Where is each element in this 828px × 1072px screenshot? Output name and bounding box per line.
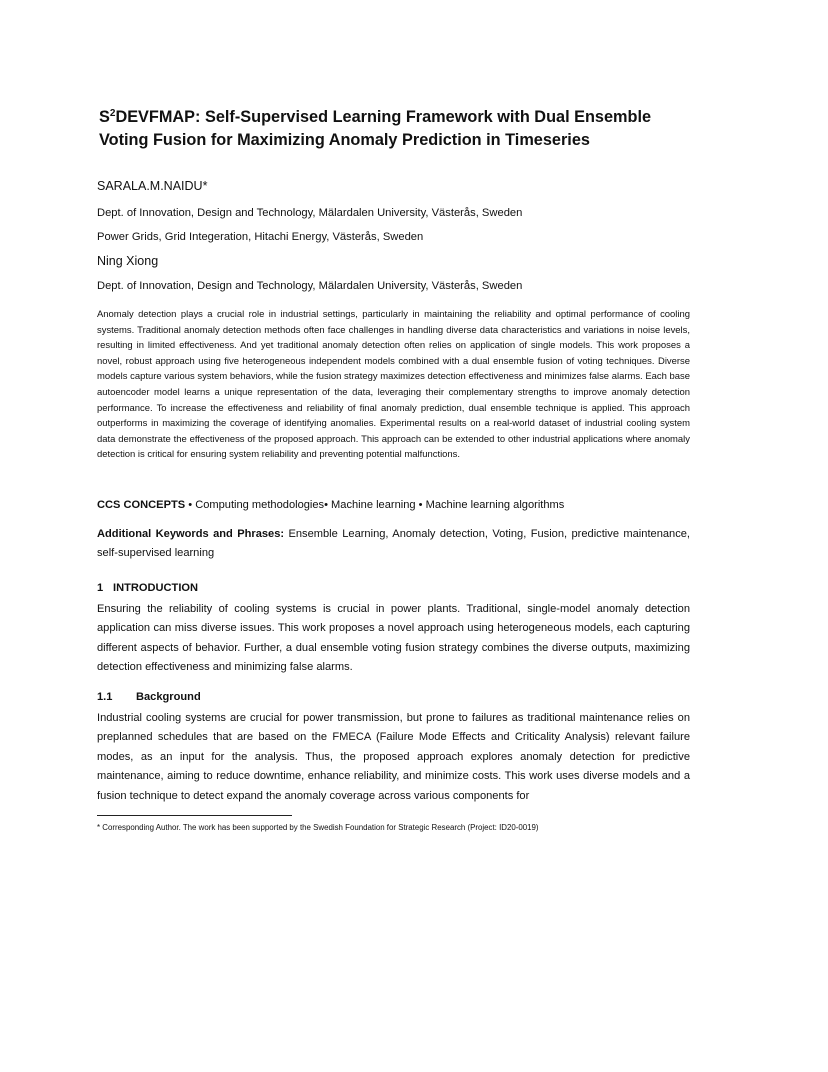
paper-title	[99, 106, 699, 152]
author-name: SARALA.M.NAIDU*	[97, 179, 208, 193]
keywords-text: Ensemble Learning, Anomaly detection, Voting, Fusion, predictive maintenance, self-supervised learning	[97, 528, 690, 559]
ccs-label: CCS CONCEPTS	[97, 499, 186, 511]
author-affiliation: Dept. of Innovation, Design and Technology, Mälardalen University, Västerås, Sweden	[97, 280, 523, 292]
keywords-label: Additional Keywords and Phrases:	[97, 528, 285, 540]
title-prefix: S	[99, 108, 110, 126]
author-affiliation: Power Grids, Grid Integeration, Hitachi Energy, Västerås, Sweden	[97, 231, 424, 243]
title-line-1-text: DEVFMAP: Self-Supervised Learning Framework with Dual Ensemble	[115, 108, 652, 126]
keywords	[97, 525, 690, 563]
footnote-divider	[97, 815, 292, 816]
abstract: Anomaly detection plays a crucial role in industrial settings, particularly in maintaining the reliability and optimal performance of cooling systems. Traditional anomaly detection methods often face challenges in handling diverse data characteristics and variations in noise levels, resulting in limited effectiveness. And yet traditional anomaly detection often relies on application of single models. This work proposes a novel, robust approach using five heterogeneous independent models combined with a dual ensemble fusion of voting techniques. Diverse models capture various system behaviors, while the fusion strategy maximizes detection effectiveness and minimizes false alarms. Each base autoencoder model learns a unique representation of the data, leveraging their complementary strengths to improve anomaly detection performance. To increase the effectiveness and reliability of final anomaly prediction, dual ensemble technique is applied. This approach outperforms in maximizing the coverage of identifying anomalies. Experimental results on a real-world dataset of industrial cooling system data demonstrate the effectiveness of the proposed approach. This approach can be extended to other industrial applications where anomaly detection is critical for ensuring system reliability and preventing potential malfunctions.	[97, 309, 690, 461]
footnote: * Corresponding Author. The work has been supported by the Swedish Foundation for Strategic Research (Project: ID20-0019)	[97, 823, 539, 832]
title-superscript: 2	[109, 108, 116, 119]
subsection-title: Background	[136, 691, 201, 703]
subsection-heading	[97, 691, 201, 703]
subsection-number: 1.1	[97, 691, 113, 703]
author-affiliation: Dept. of Innovation, Design and Technology, Mälardalen University, Västerås, Sweden	[97, 207, 523, 219]
title-line-1	[99, 106, 699, 129]
section-number: 1	[97, 582, 104, 594]
section-title: INTRODUCTION	[113, 582, 199, 594]
title-line-2: Voting Fusion for Maximizing Anomaly Prediction in Timeseries	[99, 131, 590, 149]
section-paragraph: Industrial cooling systems are crucial for power transmission, but prone to failures as traditional maintenance relies on preplanned schedules that are based on the FMECA (Failure Mode Effects and Criticality Analysis) relevant failure modes, as an input for the analysis. Thus, the proposed approach explores anomaly detection for predictive maintenance, aiming to reduce downtime, enhance reliability, and minimize costs. This work uses diverse models and a fusion technique to detect expand the anomaly coverage across various components for	[97, 712, 690, 802]
author-name: Ning Xiong	[97, 254, 159, 268]
ccs-concepts	[97, 499, 697, 511]
section-heading	[97, 582, 198, 594]
ccs-text: • Computing methodologies• Machine learning • Machine learning algorithms	[185, 499, 565, 511]
section-paragraph: Ensuring the reliability of cooling systems is crucial in power plants. Traditional, single-model anomaly detection application can miss diverse issues. This work proposes a novel approach using heterogeneous models, each capturing different aspects of behavior. Further, a dual ensemble voting fusion strategy combines the diverse outputs, maximizing detection effectiveness and minimizing false alarms.	[97, 603, 690, 674]
